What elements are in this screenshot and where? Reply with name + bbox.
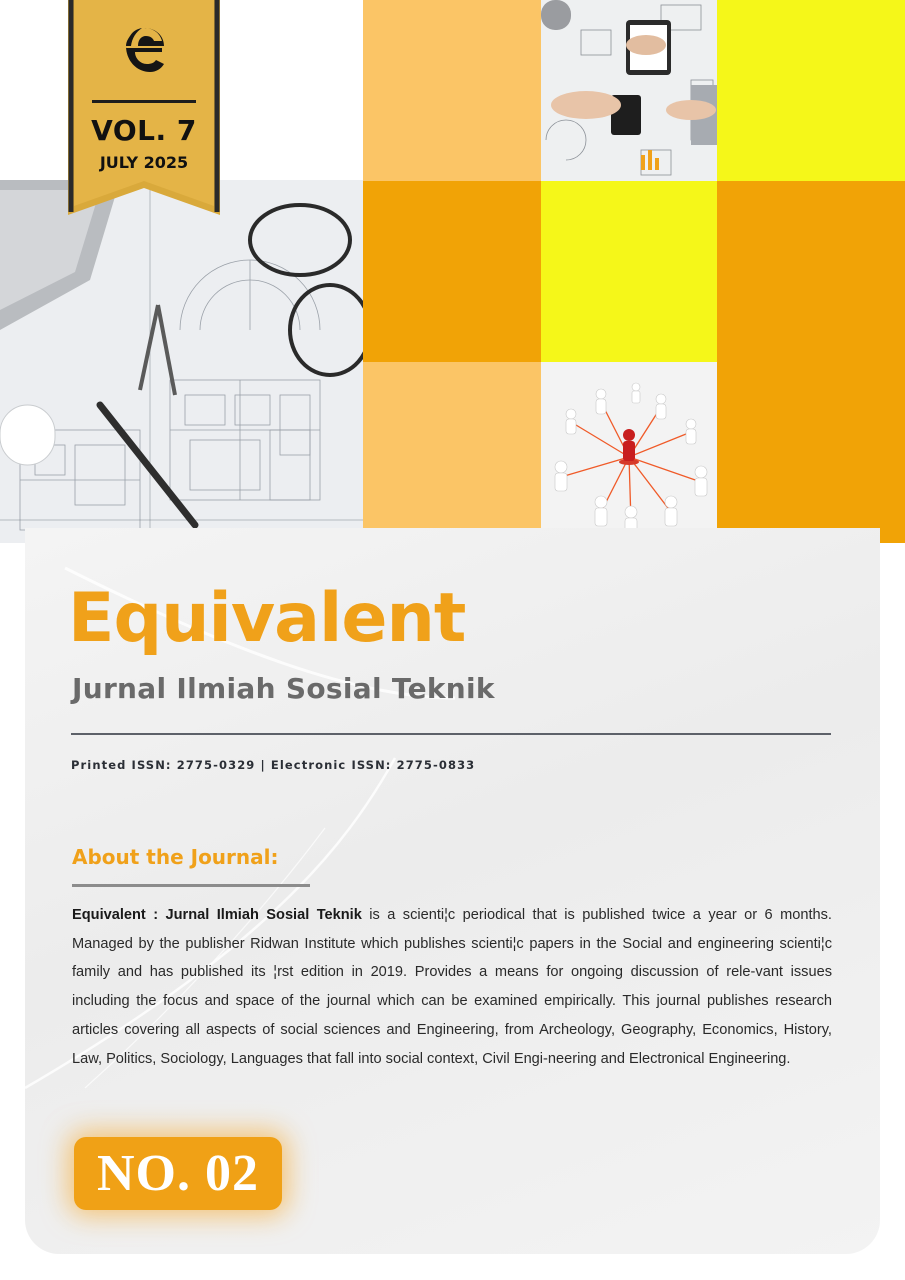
- grid-block-yellow-mid: [541, 181, 717, 362]
- volume-ribbon: [68, 0, 220, 215]
- about-text: [72, 901, 832, 1073]
- issue-number-badge: [74, 1137, 282, 1210]
- journal-title: Equivalent: [68, 579, 466, 658]
- about-heading: About the Journal:: [72, 845, 279, 869]
- blueprint-photo: [0, 180, 363, 543]
- about-body-text: is a scienti¦c periodical that is published twice a year or 6 months. Managed by the publisher Ridwan Institute which publishes scienti¦c papers in the Social and engineering scienti¦c family and has published its ¦rst edition in 2019. Provides a means for ongoing discussion of rele-vant issues including the focus and space of the journal which can be examined empirically. This journal publishes research articles covering all aspects of social sciences and Engineering, from Archeology, Geography, Economics, History, Law, Politics, Sociology, Languages that fall into social context, Civil Engi-neering and Electronical Engineering.: [72, 907, 832, 1067]
- ribbon-divider: [92, 100, 196, 103]
- issn-line: Printed ISSN: 2775-0329 | Electronic ISSN: 2775-0833: [71, 758, 476, 772]
- grid-block-peach-bottom: [363, 362, 541, 543]
- grid-block-orange-mid-left: [363, 181, 541, 362]
- people-network-photo: [541, 362, 717, 543]
- about-lead: Equivalent : Jurnal Ilmiah Sosial Teknik: [72, 907, 362, 923]
- grid-block-orange-right: [717, 181, 905, 543]
- issue-date: JULY 2025: [99, 153, 189, 172]
- business-meeting-photo: [541, 0, 717, 181]
- title-divider: [71, 733, 831, 735]
- issue-number: NO. 02: [97, 1145, 259, 1202]
- journal-subtitle: Jurnal Ilmiah Sosial Teknik: [72, 672, 495, 705]
- grid-block-peach-top: [363, 0, 541, 181]
- journal-logo-icon: [116, 22, 172, 78]
- volume-label: VOL. 7: [91, 114, 197, 147]
- about-divider: [72, 884, 310, 887]
- grid-block-yellow-top: [717, 0, 905, 181]
